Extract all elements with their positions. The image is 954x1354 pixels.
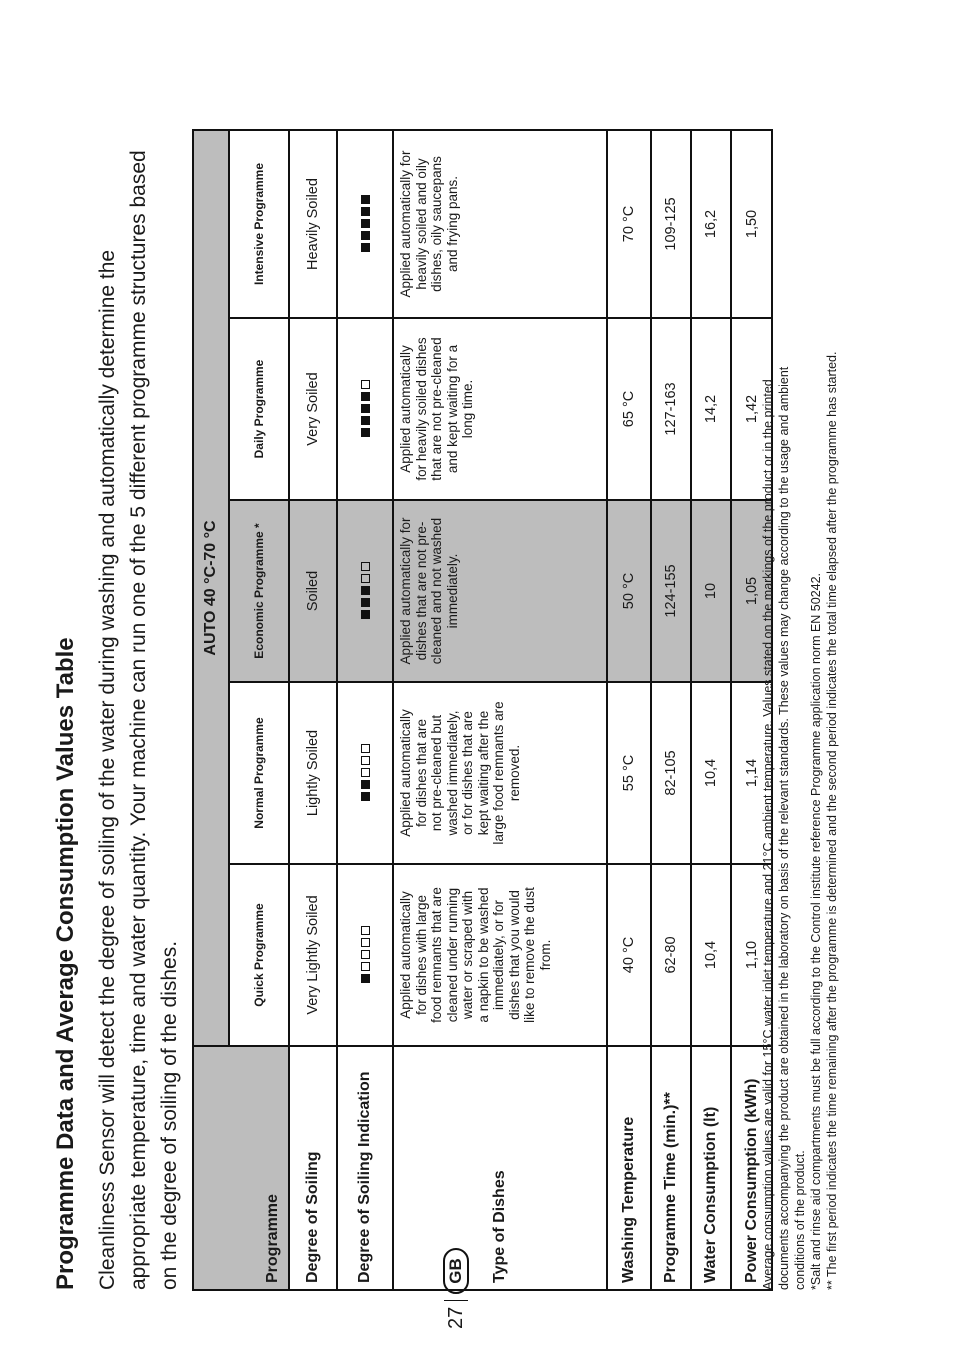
- intro-line: appropriate temperature, time and water quantity. Your machine can run one of the 5 different programme structures based: [127, 150, 150, 1290]
- water-cell: 10: [691, 500, 731, 682]
- footnotes: [760, 30, 840, 1290]
- power-cell: 1,42: [731, 318, 772, 500]
- soiling-indicator: [337, 500, 393, 682]
- footnote-line: ** The first period indicates the time remaining after the programme is determined and the second period indicates the total time elapsed after the programme has started.: [825, 351, 839, 1290]
- dishes-line: Applied automatically: [398, 345, 413, 473]
- dishes-line: dishes that are not pre-: [413, 521, 429, 661]
- dishes-line: water or scraped with: [460, 890, 475, 1020]
- programme-name: Normal Programme: [229, 682, 289, 864]
- empty-square-icon: [361, 575, 370, 584]
- filled-square-icon: [361, 208, 370, 217]
- indication-row: [337, 130, 393, 1290]
- dishes-line: dishes, oily saucepans: [429, 156, 444, 292]
- filled-square-icon: [361, 587, 370, 596]
- dishes-line: for dishes with large: [413, 894, 429, 1016]
- dishes-line: a napkin to be washed: [475, 887, 491, 1023]
- dishes-line: Applied automatically for: [398, 517, 413, 665]
- power-cell: 1,05: [731, 500, 772, 682]
- footnote-line: Average consumption values are valid for 15°C water inlet temperature and 21°C ambient temperature. Values stated on the markings of the product or in the printed: [761, 379, 775, 1290]
- divider: [444, 1300, 468, 1301]
- time-cell: 109-125: [651, 130, 691, 318]
- filled-square-icon: [361, 611, 370, 620]
- dishes-line: long time.: [460, 379, 475, 439]
- filled-square-icon: [361, 232, 370, 241]
- programme-name: Intensive Programme: [229, 130, 289, 318]
- soiling-cell: Very Lightly Soiled: [289, 864, 337, 1046]
- dishes-line: from.: [537, 939, 553, 971]
- footnote-line: documents accompanying the product are obtained in the laboratory on basis of the relevant standards. These values may change according to the usage and ambient: [777, 366, 791, 1290]
- dishes-cell: [393, 864, 607, 1046]
- dishes-line: Applied automatically: [398, 709, 413, 837]
- programme-name: Economic Programme *: [229, 500, 289, 682]
- dishes-line: Applied automatically for: [398, 150, 413, 298]
- dishes-row: [393, 130, 607, 1290]
- temperature-cell: 40 °C: [607, 864, 651, 1046]
- time-cell: 124-155: [651, 500, 691, 682]
- filled-square-icon: [361, 405, 370, 414]
- water-row: [691, 130, 731, 1290]
- dishes-line: food remnants that are: [429, 887, 444, 1023]
- empty-square-icon: [361, 927, 370, 936]
- dishes-cell: [393, 500, 607, 682]
- dishes-line: that are not pre-cleaned: [429, 337, 444, 481]
- intro-line: on the degree of soiling of the dishes.: [158, 940, 181, 1290]
- empty-square-icon: [361, 745, 370, 754]
- dishes-line: or for dishes that are: [460, 711, 475, 835]
- dishes-line: dishes that you would: [506, 890, 522, 1020]
- dishes-line: large food remnants are: [491, 701, 506, 845]
- soiling-cell: Heavily Soiled: [289, 130, 337, 318]
- soiling-cell: Lightly Soiled: [289, 682, 337, 864]
- row-label-dishes: Type of Dishes: [393, 1046, 607, 1290]
- temperature-cell: 55 °C: [607, 682, 651, 864]
- empty-square-icon: [361, 757, 370, 766]
- soiling-cell: Very Soiled: [289, 318, 337, 500]
- dishes-cell: [393, 318, 607, 500]
- dishes-line: immediately.: [444, 553, 460, 629]
- empty-square-icon: [361, 769, 370, 778]
- footnote-line: *Salt and rinse aid compartments must be full according to the Control institute reference Programme application norm EN 50242.: [809, 572, 823, 1290]
- temperature-cell: 70 °C: [607, 130, 651, 318]
- temperature-cell: 65 °C: [607, 318, 651, 500]
- auto-header: AUTO 40 °C-70 °C: [193, 130, 229, 1046]
- page-footer: [443, 1248, 469, 1329]
- row-label-soiling: Degree of Soiling: [289, 1046, 337, 1290]
- row-label-temperature: Washing Temperature: [607, 1046, 651, 1290]
- time-cell: 62-80: [651, 864, 691, 1046]
- language-badge: GB: [443, 1248, 469, 1294]
- filled-square-icon: [361, 975, 370, 984]
- filled-square-icon: [361, 244, 370, 253]
- water-cell: 16,2: [691, 130, 731, 318]
- filled-square-icon: [361, 429, 370, 438]
- page-number: 27: [444, 1306, 467, 1329]
- filled-square-icon: [361, 793, 370, 802]
- row-label-water: Water Consumption (lt): [691, 1046, 731, 1290]
- dishes-line: like to remove the dust: [522, 887, 537, 1023]
- row-label-power: Power Consumption (kWh): [731, 1046, 772, 1290]
- dishes-line: washed immediately,: [444, 710, 460, 836]
- dishes-line: cleaned under running: [444, 887, 460, 1023]
- row-label-time: Programme Time (min.)**: [651, 1046, 691, 1290]
- power-cell: 1,10: [731, 864, 772, 1046]
- time-cell: 82-105: [651, 682, 691, 864]
- dishes-line: Applied automatically: [398, 891, 413, 1019]
- soiling-indicator: [337, 864, 393, 1046]
- dishes-line: kept waiting after the: [475, 710, 491, 836]
- dishes-cell: [393, 682, 607, 864]
- dishes-cell: [393, 130, 607, 318]
- time-row: [651, 130, 691, 1290]
- water-cell: 14,2: [691, 318, 731, 500]
- time-cell: 127-163: [651, 318, 691, 500]
- filled-square-icon: [361, 196, 370, 205]
- water-cell: 10,4: [691, 864, 731, 1046]
- temperature-row: [607, 130, 651, 1290]
- empty-square-icon: [361, 563, 370, 572]
- soiling-cell: Soiled: [289, 500, 337, 682]
- dishes-line: for dishes that are: [413, 718, 429, 828]
- row-label-indication: Degree of Soiling Indication: [337, 1046, 393, 1290]
- programme-header: Programme: [193, 1046, 289, 1290]
- empty-square-icon: [361, 939, 370, 948]
- programme-name: Quick Programme: [229, 864, 289, 1046]
- filled-square-icon: [361, 220, 370, 229]
- dishes-line: heavily soiled and oily: [413, 158, 429, 290]
- soiling-row: [289, 130, 337, 1290]
- dishes-line: and kept waiting for a: [444, 344, 460, 474]
- filled-square-icon: [361, 599, 370, 608]
- dishes-line: cleaned and not washed: [429, 517, 444, 665]
- dishes-line: not pre-cleaned but: [429, 714, 444, 832]
- filled-square-icon: [361, 393, 370, 402]
- dishes-line: and frying pans.: [444, 175, 460, 273]
- intro-text: [92, 50, 185, 1290]
- filled-square-icon: [361, 781, 370, 790]
- power-cell: 1,14: [731, 682, 772, 864]
- soiling-indicator: [337, 130, 393, 318]
- intro-line: Cleanliness Sensor will detect the degree of soiling of the water during washing and automatically determine the: [96, 249, 119, 1290]
- temperature-cell: 50 °C: [607, 500, 651, 682]
- soiling-indicator: [337, 682, 393, 864]
- dishes-line: removed.: [506, 744, 522, 802]
- soiling-indicator: [337, 318, 393, 500]
- empty-square-icon: [361, 381, 370, 390]
- water-cell: 10,4: [691, 682, 731, 864]
- power-cell: 1,50: [731, 130, 772, 318]
- footnote-line: conditions of the product.: [793, 1150, 807, 1290]
- empty-square-icon: [361, 963, 370, 972]
- dishes-line: immediately, or for: [491, 899, 506, 1011]
- page-title: Programme Data and Average Consumption Values Table: [52, 637, 79, 1290]
- filled-square-icon: [361, 417, 370, 426]
- empty-square-icon: [361, 951, 370, 960]
- programme-name: Daily Programme: [229, 318, 289, 500]
- dishes-line: for heavily soiled dishes: [413, 337, 429, 481]
- programme-table: [192, 129, 773, 1291]
